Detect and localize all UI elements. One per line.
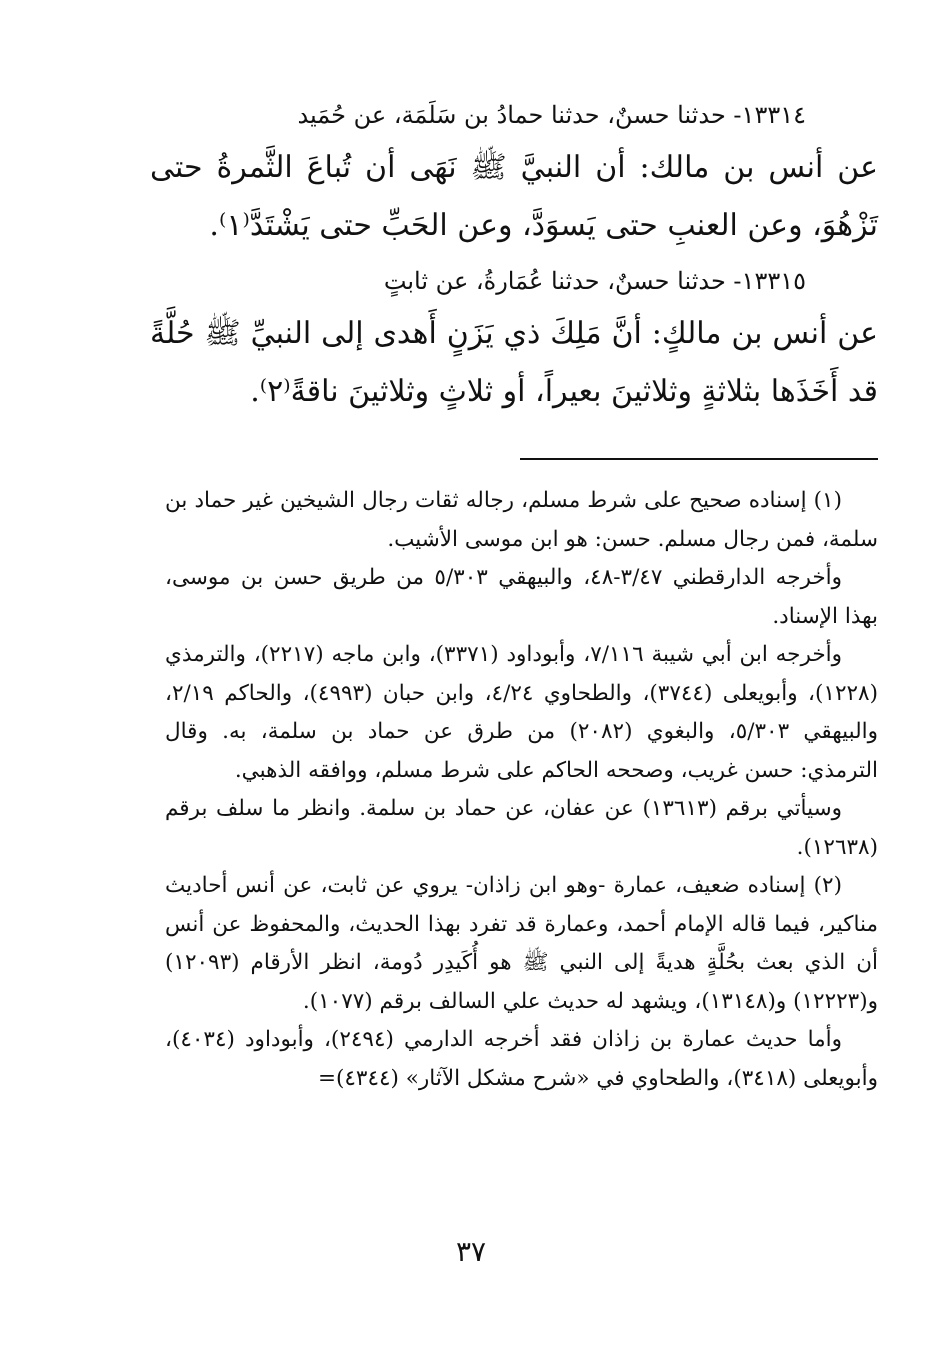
main-text: [150, 95, 878, 427]
hadith-text: عن أنس بن مالكٍ: أنَّ مَلِكَ ذي يَزَنٍ أَهدى إلى النبيِّ ﷺ حُلَّةً قد أَخَذَها بثلاثةٍ وثلاثينَ بعيراً، أو ثلاثٍ وثلاثينَ ناقةً⁽٢⁾.: [150, 316, 878, 409]
footnote-paragraph: وأما حديث عمارة بن زاذان فقد أخرجه الدارمي (٢٤٩٤)، وأبوداود (٤٠٣٤)، وأبويعلى (٣٤١٨)، والطحاوي في «شرح مشكل الآثار» (٤٣٤٤)=: [165, 1027, 878, 1091]
hadith-chain: ١٣٣١٥- حدثنا حسنٌ، حدثنا عُمَارةُ، عن ثابتٍ: [383, 267, 806, 295]
hadith-text: عن أنس بن مالك: أن النبيَّ ﷺ نَهَى أن تُباعَ الثَّمرةُ حتى تَزْهُوَ، وعن العنبِ حتى يَسوَدَّ، وعن الحَبِّ حتى يَشْتَدَّ⁽١⁾.: [150, 150, 878, 243]
footnote-paragraph: وأخرجه ابن أبي شيبة ٧/١١٦، وأبوداود (٣٣٧١)، وابن ماجه (٢٢١٧)، والترمذي (١٢٢٨)، وأبويعلى (٣٧٤٤)، والطحاوي ٤/٢٤، وابن حبان (٤٩٩٣)، والحاكم ٢/١٩، والبيهقي ٥/٣٠٣، والبغوي (٢٠٨٢) من طرق عن حماد بن سلمة، به. وقال الترمذي: حسن غريب، وصححه الحاكم على شرط مسلم، ووافقه الذهبي.: [165, 642, 879, 783]
footnotes: [165, 482, 878, 1098]
footnote-separator: [520, 458, 878, 460]
footnote-paragraph: (٢) إسناده ضعيف، عمارة -وهو ابن زاذان- يروي عن ثابت، عن أنس أحاديث مناكير، فيما قاله الإمام أحمد، وعمارة قد تفرد بهذا الحديث، والمحفوظ عن أنس أن الذي بعث بحُلَّةٍ هديةً إلى النبي ﷺ هو أُكَيدِر دُومة، انظر الأرقام (١٢٠٩٣) و(١٢٢٢٣) و(١٣١٤٨)، ويشهد له حديث علي السالف برقم (١٠٧٧).: [165, 873, 878, 1014]
footnote-paragraph: (١) إسناده صحيح على شرط مسلم، رجاله ثقات رجال الشيخين غير حماد بن سلمة، فمن رجال مسلم. حسن: هو ابن موسى الأشيب.: [165, 488, 878, 552]
hadith-13314: [150, 95, 878, 255]
page-number: ٣٧: [455, 1235, 487, 1268]
footnote-paragraph: وسيأتي برقم (١٣٦١٣) عن عفان، عن حماد بن سلمة. وانظر ما سلف برقم (١٢٦٣٨).: [165, 796, 878, 860]
hadith-chain: ١٣٣١٤- حدثنا حسنٌ، حدثنا حمادُ بن سَلَمَة، عن حُمَيد: [297, 101, 806, 129]
hadith-13315: [150, 261, 878, 421]
footnote-paragraph: وأخرجه الدارقطني ٣/٤٧-٤٨، والبيهقي ٥/٣٠٣ من طريق حسن بن موسى، بهذا الإسناد.: [165, 565, 878, 629]
